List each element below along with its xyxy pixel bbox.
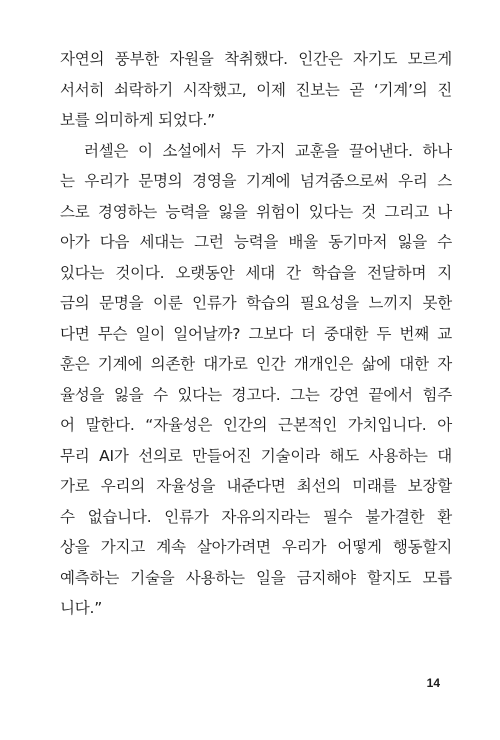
text-line: 보를 의미하게 되었다.”	[60, 111, 215, 129]
text-line: 훈은 기계에 의존한 대가로 인간 개개인은 삶에 대한 자	[60, 355, 452, 373]
text-line: 금의 문명을 이룬 인류가 학습의 필요성을 느끼지 못한	[60, 294, 452, 312]
text-line: 다면 무슨 일이 일어날까? 그보다 더 중대한 두 번째 교	[60, 324, 452, 343]
text-line: 있다는 것이다. 오랫동안 세대 간 학습을 전달하며 지	[60, 263, 452, 282]
text-line: 자연의 풍부한 자원을 착취했다. 인간은 자기도 모르게	[60, 50, 452, 68]
text-line: 아가 다음 세대는 그런 능력을 배울 동기마저 잃을 수	[60, 233, 452, 251]
text-line: 예측하는 기술을 사용하는 일을 금지해야 할지도 모릅	[60, 568, 452, 587]
text-line: 스로 경영하는 능력을 잃을 위험이 있다는 것 그리고 나	[60, 202, 452, 221]
text-line: 율성을 잃을 수 있다는 경고다. 그는 강연 끝에서 힘주	[60, 385, 452, 404]
text-line: 서서히 쇠락하기 시작했고, 이제 진보는 곧 ‘기계’의 진	[60, 80, 452, 99]
text-line: 수 없습니다. 인류가 자유의지라는 필수 불가결한 환	[60, 507, 452, 526]
text-line: 무리 AI가 선의로 만들어진 기술이라 해도 사용하는 대	[60, 446, 452, 465]
text-line: 니다.”	[60, 599, 103, 617]
page-number: 14	[426, 676, 440, 690]
text-line: 어 말한다. “자율성은 인간의 근본적인 가치입니다. 아	[60, 416, 452, 434]
text-line: 는 우리가 문명의 경영을 기계에 넘겨줌으로써 우리 스	[60, 172, 452, 190]
body-text	[60, 44, 452, 624]
text-line: 상을 가지고 계속 살아가려면 우리가 어떻게 행동할지	[60, 538, 452, 556]
text-line: 러셀은 이 소설에서 두 가지 교훈을 끌어낸다. 하나	[84, 141, 452, 160]
text-line: 가로 우리의 자율성을 내준다면 최선의 미래를 보장할	[60, 477, 452, 495]
